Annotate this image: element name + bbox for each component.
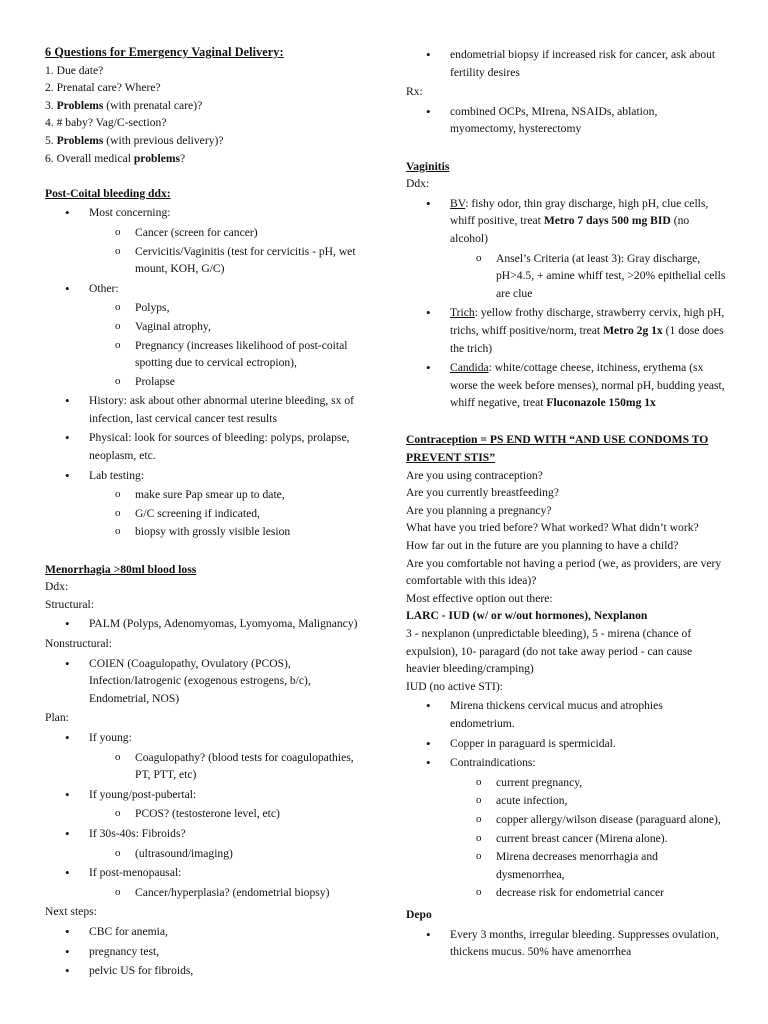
list-item: • Physical: look for sources of bleeding: polyps, prolapse, neoplasm, etc. (45, 429, 363, 464)
bv-term: BV (450, 196, 466, 210)
contraception-question: Are you comfortable not having a period (we, as providers, are very comfortable with this idea)? (406, 556, 722, 588)
list-item (45, 729, 363, 784)
contraception-question: Most effective option out there: (406, 591, 553, 605)
contraception-question: Are you using contraception? (406, 468, 543, 482)
contraception-question: Are you currently breastfeeding? (406, 486, 559, 500)
contraception-question: Are you planning a pregnancy? (406, 503, 552, 517)
trich-treatment: Metro 2g 1x (603, 323, 663, 337)
other-label: Other: (89, 281, 119, 295)
postcoital-heading: Post-Coital bleeding ddx: (45, 186, 171, 200)
menorrhagia-heading: Menorrhagia >80ml blood loss (45, 562, 197, 576)
list-item: o acute infection, (450, 792, 726, 810)
emergency-delivery-heading: 6 Questions for Emergency Vaginal Delivery: (45, 45, 284, 59)
vaginitis-section (406, 158, 726, 412)
if-30s-40s-label: If 30s-40s: Fibroids? (89, 826, 186, 840)
list-item: • CBC for anemia, (45, 923, 363, 941)
list-item (45, 864, 363, 901)
emergency-question-4: 4. # baby? Vag/C-section? (45, 116, 167, 130)
q5-bold: Problems (56, 133, 104, 147)
q3-number: 3. (45, 98, 57, 112)
list-item: • Mirena thickens cervical mucus and atrophies endometrium. (406, 697, 726, 732)
list-item: • Every 3 months, irregular bleeding. Suppresses ovulation, thickens mucus. 50% have amenorrhea (406, 926, 726, 961)
list-item (406, 195, 726, 303)
list-item (406, 304, 726, 357)
emergency-question-2: 2. Prenatal care? Where? (45, 81, 161, 95)
list-item: • combined OCPs, MIrena, NSAIDs, ablation, myomectomy, hysterectomy (406, 103, 726, 138)
list-item: o Pregnancy (increases likelihood of post-coital spotting due to cervical ectropion), (89, 337, 363, 372)
emergency-question-5 (45, 132, 363, 150)
iud-label: IUD (no active STI): (406, 679, 503, 693)
list-item: o Vaginal atrophy, (89, 318, 363, 336)
list-item: o Ansel’s Criteria (at least 3): Gray discharge, pH>4.5, + amine whiff test, >20% epithelial cells are clue (450, 250, 726, 303)
emergency-question-6 (45, 150, 363, 168)
vaginitis-heading: Vaginitis (406, 159, 450, 173)
list-item: • pelvic US for fibroids, (45, 962, 363, 980)
vaginitis-ddx-label: Ddx: (406, 177, 430, 191)
list-item: • endometrial biopsy if increased risk for cancer, ask about fertility desires (406, 46, 726, 81)
structural-label: Structural: (45, 597, 94, 611)
list-item: o (ultrasound/imaging) (89, 845, 363, 863)
list-item: • Copper in paraguard is spermicidal. (406, 735, 726, 753)
list-item: • pregnancy test, (45, 943, 363, 961)
menorrhagia-continued-section (406, 46, 726, 138)
rx-label: Rx: (406, 85, 423, 99)
list-item: o biopsy with grossly visible lesion (89, 523, 363, 541)
next-steps-label: Next steps: (45, 905, 97, 919)
candida-term: Candida (450, 361, 489, 375)
list-item: o Polyps, (89, 299, 363, 317)
most-concerning-label: Most concerning: (89, 206, 171, 220)
bv-end: (no alcohol) (450, 214, 690, 245)
left-column (45, 44, 363, 982)
trich-term: Trich (450, 306, 475, 320)
postcoital-list (45, 204, 363, 541)
list-item: o Cancer/hyperplasia? (endometrial biopsy) (89, 884, 363, 902)
list-item: o Prolapse (89, 373, 363, 391)
nonstructural-label: Nonstructural: (45, 637, 112, 650)
list-item (406, 754, 726, 902)
bv-text: : fishy odor, thin gray discharge, high pH, clue cells, whiff positive, treat (450, 196, 709, 228)
q6-post: ? (180, 151, 186, 165)
candida-treatment: Fluconazole 150mg 1x (546, 396, 656, 410)
list-item: o PCOS? (testosterone level, etc) (89, 805, 363, 823)
candida-text: : white/cottage cheese, itchiness, erythema (sx worse the week before menses), normal pH, budding yeast, whiff negative, treat (450, 361, 725, 410)
menorrhagia-section (45, 561, 363, 980)
if-postmenopausal-label: If post-menopausal: (89, 866, 182, 880)
q3-rest: (with prenatal care)? (103, 98, 203, 112)
depo-section (406, 906, 726, 961)
contraception-heading: Contraception = PS END WITH “AND USE CONDOMS TO PREVENT STIS” (406, 433, 709, 465)
list-item: • COIEN (Coagulopathy, Ovulatory (PCOS), Infection/Iatrogenic (exogenous estrogens, b/c), Endometrial, NOS) (45, 655, 363, 708)
list-item: • History: ask about other abnormal uterine bleeding, sx of infection, last cervical cancer test results (45, 392, 363, 427)
q5-number: 5. (45, 133, 57, 147)
right-column (406, 44, 726, 963)
contraception-question: What have you tried before? What worked? What didn’t work? (406, 521, 699, 535)
list-item: o Cancer (screen for cancer) (89, 224, 363, 242)
emergency-question-1: 1. Due date? (45, 63, 104, 77)
emergency-question-3 (45, 97, 363, 115)
list-item: o decrease risk for endometrial cancer (450, 884, 726, 902)
q5-rest: (with previous delivery)? (103, 133, 224, 147)
list-item (406, 359, 726, 412)
if-young-label: If young: (89, 730, 132, 744)
list-item (45, 825, 363, 862)
plan-label: Plan: (45, 711, 69, 725)
list-item: o Mirena decreases menorrhagia and dysmenorrhea, (450, 848, 726, 883)
trich-end: (1 dose does the trich) (450, 323, 724, 355)
list-item: o Coagulopathy? (blood tests for coagulopathies, PT, PTT, etc) (89, 749, 363, 784)
list-item (45, 204, 363, 277)
if-postpubertal-label: If young/post-pubertal: (89, 787, 197, 801)
list-item: o make sure Pap smear up to date, (89, 486, 363, 504)
list-item: • PALM (Polyps, Adenomyomas, Lyomyoma, Malignancy) (45, 615, 363, 633)
contraception-section (406, 431, 726, 901)
bv-treatment: Metro 7 days 500 mg BID (543, 214, 671, 228)
list-item (45, 280, 363, 391)
list-item: o Cervicitis/Vaginitis (test for cervicitis - pH, wet mount, KOH, G/C) (89, 243, 363, 278)
ranking-line: 3 - nexplanon (unpredictable bleeding), 5 - mirena (chance of expulsion), 10- paragard (do not take away period - can cause heavier bleeding/cramping) (406, 627, 693, 676)
list-item (45, 467, 363, 541)
q3-bold: Problems (56, 98, 104, 112)
list-item: o copper allergy/wilson disease (paraguard alone), (450, 811, 726, 829)
q6-pre: 6. Overall medical (45, 151, 134, 165)
trich-text: : yellow frothy discharge, strawberry cervix, high pH, trichs, whiff positive/norm, treat (450, 306, 725, 337)
q6-bold: problems (133, 151, 181, 165)
list-item (45, 786, 363, 823)
larc-line: LARC - IUD (w/ or w/out hormones), Nexplanon (406, 609, 648, 623)
contraception-question: How far out in the future are you planning to have a child? (406, 539, 679, 553)
contraindications-label: Contraindications: (450, 756, 536, 770)
lab-testing-label: Lab testing: (89, 468, 145, 482)
list-item: o current pregnancy, (450, 774, 726, 792)
menorrhagia-ddx-label: Ddx: (45, 580, 69, 594)
postcoital-section (45, 185, 363, 541)
list-item: o current breast cancer (Mirena alone). (450, 830, 726, 848)
list-item: o G/C screening if indicated, (89, 505, 363, 523)
depo-heading: Depo (406, 907, 432, 921)
emergency-delivery-section (45, 44, 363, 167)
